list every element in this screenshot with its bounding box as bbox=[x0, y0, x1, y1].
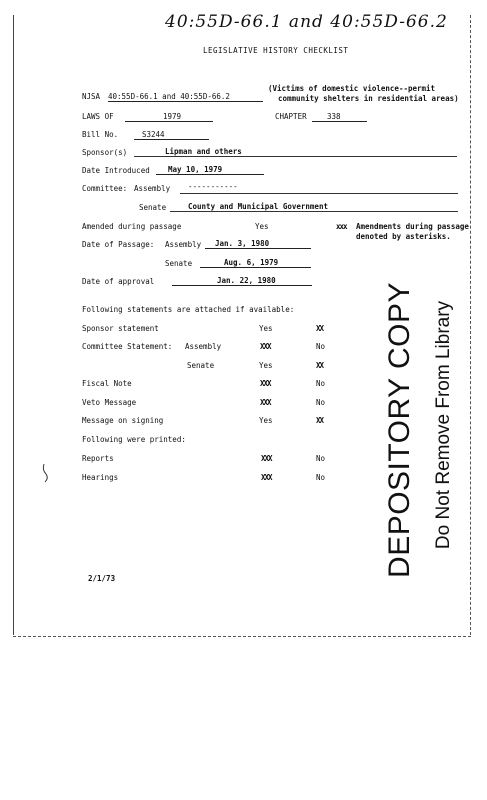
statement-yes: XXX bbox=[260, 342, 271, 351]
statements-heading: Following statements are attached if available: bbox=[82, 305, 295, 314]
printed-label: Hearings bbox=[82, 473, 119, 482]
statement-yes: XXX bbox=[260, 398, 271, 407]
depository-stamp-line-2: Do Not Remove From Library bbox=[433, 300, 454, 550]
printed-yes: XXX bbox=[261, 454, 272, 463]
date-introduced-value: May 10, 1979 bbox=[156, 165, 264, 175]
statement-no: No bbox=[316, 398, 326, 407]
passage-label: Date of Passage: bbox=[82, 240, 155, 249]
committee-senate-label: Senate bbox=[139, 203, 167, 212]
depository-stamp-line-1: DEPOSITORY COPY bbox=[383, 282, 416, 578]
passage-assembly-label: Assembly bbox=[165, 240, 202, 249]
page-title: LEGISLATIVE HISTORY CHECKLIST bbox=[203, 46, 349, 55]
amended-note-line-1: Amendments during passage bbox=[356, 222, 469, 231]
chapter-value: 338 bbox=[312, 112, 367, 122]
committee-label: Committee: bbox=[82, 184, 128, 193]
printed-no: No bbox=[316, 454, 326, 463]
statement-label: Veto Message bbox=[82, 398, 137, 407]
printed-yes: XXX bbox=[261, 473, 272, 482]
committee-assembly-value: ----------- bbox=[188, 182, 238, 191]
bottom-border-line bbox=[13, 636, 471, 637]
bill-label: Bill No. bbox=[82, 130, 119, 139]
statement-yes: XXX bbox=[260, 379, 271, 388]
statement-no: XX bbox=[316, 361, 324, 370]
printed-no: No bbox=[316, 473, 326, 482]
statement-label: Sponsor statement bbox=[82, 324, 159, 333]
stray-mark bbox=[40, 462, 52, 484]
amended-note-line-2: denoted by asterisks. bbox=[356, 232, 451, 241]
statement-label: Fiscal Note bbox=[82, 379, 132, 388]
statement-no: No bbox=[316, 342, 326, 351]
note-line-1: (Victims of domestic violence--permit bbox=[268, 84, 436, 93]
statement-label: Message on signing bbox=[82, 416, 164, 425]
passage-senate-label: Senate bbox=[165, 259, 193, 268]
passage-senate-value: Aug. 6, 1979 bbox=[200, 258, 311, 268]
statement-label: Committee Statement: bbox=[82, 342, 173, 351]
approval-label: Date of approval bbox=[82, 277, 155, 286]
statement-no: No bbox=[316, 379, 326, 388]
sponsor-underline bbox=[134, 156, 457, 157]
bill-value: S3244 bbox=[134, 130, 209, 140]
laws-of-value: 1979 bbox=[125, 112, 213, 122]
statement-sub: Assembly bbox=[185, 342, 222, 351]
printed-label: Reports bbox=[82, 454, 114, 463]
amended-value: Yes bbox=[255, 222, 269, 231]
statement-yes: Yes bbox=[259, 361, 273, 370]
statement-sub: Senate bbox=[187, 361, 215, 370]
committee-senate-underline bbox=[170, 211, 458, 212]
statement-no: XX bbox=[316, 324, 324, 333]
amended-marker: xxx bbox=[336, 222, 347, 231]
note-line-2: community shelters in residential areas) bbox=[278, 94, 459, 103]
committee-assembly-label: Assembly bbox=[134, 184, 171, 193]
right-border-line bbox=[470, 15, 471, 635]
sponsor-label: Sponsor(s) bbox=[82, 148, 128, 157]
committee-senate-value: County and Municipal Government bbox=[188, 202, 328, 211]
passage-assembly-value: Jan. 3, 1980 bbox=[205, 239, 311, 249]
statement-no: XX bbox=[316, 416, 324, 425]
chapter-label: CHAPTER bbox=[275, 112, 307, 121]
committee-assembly-underline bbox=[180, 193, 458, 194]
handwritten-header: 40:55D-66.1 and 40:55D-66.2 bbox=[165, 12, 448, 32]
printed-heading: Following were printed: bbox=[82, 435, 186, 444]
njsa-value: 40:55D-66.1 and 40:55D-66.2 bbox=[108, 92, 263, 102]
date-introduced-label: Date Introduced bbox=[82, 166, 150, 175]
statement-yes: Yes bbox=[259, 324, 273, 333]
footer-code: 2/1/73 bbox=[88, 574, 116, 583]
sponsor-value: Lipman and others bbox=[165, 147, 242, 156]
amended-label: Amended during passage bbox=[82, 222, 182, 231]
njsa-label: NJSA bbox=[82, 92, 101, 101]
laws-of-label: LAWS OF bbox=[82, 112, 114, 121]
left-border-line bbox=[13, 15, 14, 635]
approval-value: Jan. 22, 1980 bbox=[172, 276, 312, 286]
statement-yes: Yes bbox=[259, 416, 273, 425]
